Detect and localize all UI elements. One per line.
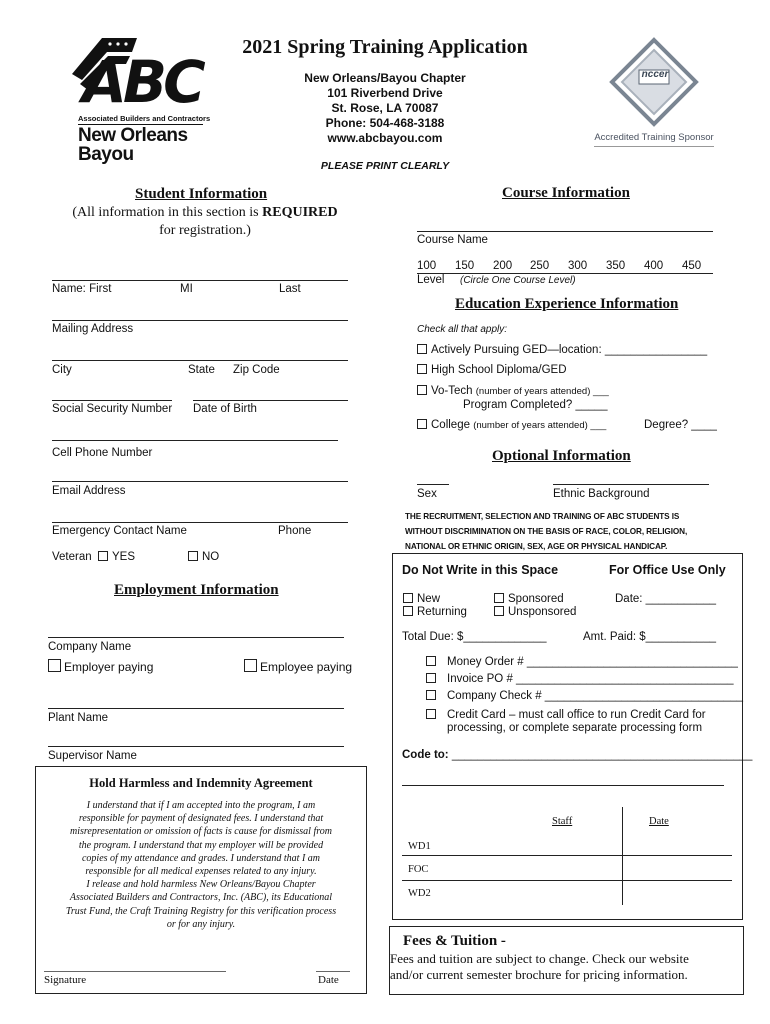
- cell-phone-field[interactable]: [52, 440, 338, 441]
- mailing-address-field[interactable]: [52, 320, 348, 321]
- college-option[interactable]: College (number of years attended) ___: [417, 419, 606, 431]
- student-info-note-2: for registration.): [159, 223, 251, 238]
- sponsored-option[interactable]: Sponsored: [494, 593, 564, 605]
- level-note: (Circle One Course Level): [460, 275, 576, 286]
- plant-name-field[interactable]: [48, 708, 344, 709]
- emergency-contact-label: Emergency Contact Name: [52, 525, 187, 537]
- education-heading: Education Experience Information: [455, 296, 679, 312]
- dob-label: Date of Birth: [193, 403, 257, 415]
- veteran-label: Veteran: [52, 551, 92, 563]
- level-option[interactable]: 400: [644, 260, 664, 272]
- level-option[interactable]: 350: [606, 260, 626, 272]
- hold-harmless-text: [36, 799, 366, 931]
- votech-option[interactable]: Vo-Tech (number of years attended) ___: [417, 385, 609, 397]
- fees-heading: Fees & Tuition -: [403, 933, 506, 949]
- level-option[interactable]: 150: [455, 260, 475, 272]
- company-name-label: Company Name: [48, 641, 132, 653]
- address-line1: 101 Riverbend Drive: [327, 86, 443, 100]
- level-row: [417, 260, 713, 274]
- nccer-diamond-icon: [592, 36, 716, 131]
- level-label: Level: [417, 274, 445, 286]
- check-all-note: Check all that apply:: [417, 324, 508, 335]
- hold-harmless-line: I understand that if I am accepted into the program, I am: [86, 800, 316, 811]
- address-line2: St. Rose, LA 70087: [331, 101, 439, 115]
- votech-years: (number of years attended) ___: [475, 386, 609, 397]
- signature-field[interactable]: [44, 971, 226, 972]
- college-years: (number of years attended) ___: [473, 420, 607, 431]
- chapter-name-line1: New Orleans: [78, 125, 188, 146]
- signature-date-label: Date: [318, 974, 339, 986]
- do-not-write-label: Do Not Write in this Space: [402, 563, 559, 577]
- disclaimer-line: NATIONAL OR ETHNIC ORIGIN, SEX, AGE OR PHYSICAL HANDICAP.: [405, 542, 668, 551]
- sex-field[interactable]: [417, 484, 449, 485]
- zip-label: Zip Code: [233, 364, 280, 376]
- level-option[interactable]: 300: [568, 260, 588, 272]
- nccer-caption: Accredited Training Sponsor: [594, 132, 714, 143]
- hold-harmless-line: or for any injury.: [166, 918, 236, 930]
- student-info-heading: Student Information: [135, 186, 268, 202]
- course-info-heading: Course Information: [502, 185, 630, 201]
- email-label: Email Address: [52, 485, 126, 497]
- city-label: City: [52, 364, 72, 376]
- new-checkbox[interactable]: [403, 593, 413, 603]
- office-row-wd1: WD1: [408, 841, 431, 852]
- code-to-label[interactable]: Code to: _______________________________________________: [402, 749, 753, 761]
- hold-harmless-line: responsible for payment of designated fees. I understand that: [78, 813, 324, 825]
- employee-paying-checkbox[interactable]: [244, 659, 257, 672]
- ssn-label: Social Security Number: [52, 403, 173, 415]
- abc-brand: ABC: [82, 48, 202, 116]
- city-state-zip-field[interactable]: [52, 360, 348, 361]
- employer-paying-option[interactable]: Employer paying: [48, 659, 153, 674]
- disclaimer-line: WITHOUT DISCRIMINATION ON THE BASIS OF RACE, COLOR, RELIGION,: [405, 527, 688, 536]
- employee-paying-option[interactable]: Employee paying: [244, 659, 352, 674]
- credit-card-option[interactable]: Credit Card – must call office to run Credit Card for: [426, 709, 706, 721]
- plant-name-label: Plant Name: [48, 712, 109, 724]
- returning-option[interactable]: Returning: [403, 606, 467, 618]
- state-label: State: [188, 364, 215, 376]
- company-check-checkbox[interactable]: [426, 690, 436, 700]
- emergency-phone-label: Phone: [278, 525, 312, 537]
- office-date-field[interactable]: Date: ___________: [615, 593, 717, 605]
- level-option[interactable]: 100: [417, 260, 437, 272]
- votech-checkbox[interactable]: [417, 385, 427, 395]
- ged-checkbox[interactable]: [417, 344, 427, 354]
- hold-harmless-line: copies of my attendance and grades. I understand that I am: [81, 852, 321, 864]
- hold-harmless-heading: Hold Harmless and Indemnity Agreement: [89, 776, 313, 790]
- non-discrimination-notice: [405, 509, 735, 554]
- last-name-label: Last: [279, 283, 301, 295]
- hold-harmless-line: the program. I understand that my employer will be provided: [78, 839, 324, 851]
- chapter-line: New Orleans/Bayou Chapter: [304, 71, 466, 85]
- ged-option[interactable]: Actively Pursuing GED—location: ________________: [417, 344, 707, 356]
- name-field[interactable]: [52, 280, 348, 281]
- ethnic-field[interactable]: [553, 484, 709, 485]
- student-info-note: (All information in this section is REQUIRED: [72, 205, 338, 220]
- sex-label: Sex: [417, 488, 437, 500]
- veteran-yes-checkbox[interactable]: [98, 551, 108, 561]
- money-order-option[interactable]: Money Order # _________________________________: [426, 656, 738, 668]
- mi-label: MI: [180, 283, 193, 295]
- ethnic-label: Ethnic Background: [553, 488, 650, 500]
- first-name-label: Name: First: [52, 283, 112, 295]
- invoice-checkbox[interactable]: [426, 673, 436, 683]
- invoice-option[interactable]: Invoice PO # __________________________________: [426, 673, 734, 685]
- nccer-logo: [592, 36, 716, 151]
- hold-harmless-line: responsible for all medical expenses related to any injury.: [85, 866, 317, 878]
- veteran-yes-option[interactable]: YES: [98, 551, 135, 563]
- college-checkbox[interactable]: [417, 419, 427, 429]
- hs-diploma-checkbox[interactable]: [417, 364, 427, 374]
- hold-harmless-line: Trust Fund, the Craft Training Registry for this verification process: [65, 905, 337, 917]
- level-option[interactable]: 200: [493, 260, 513, 272]
- fees-line1: Fees and tuition are subject to change. Check our website: [390, 951, 689, 966]
- nccer-wordmark: nccer: [641, 69, 669, 80]
- hs-diploma-option[interactable]: High School Diploma/GED: [417, 364, 567, 376]
- office-row-wd2: WD2: [408, 888, 431, 899]
- email-field[interactable]: [52, 481, 348, 482]
- hold-harmless-line: misrepresentation or omission of facts is cause for dismissal from: [70, 826, 332, 838]
- optional-info-heading: Optional Information: [492, 448, 631, 464]
- company-check-option[interactable]: Company Check # _______________________________: [426, 690, 743, 702]
- print-clearly-notice: PLEASE PRINT CLEARLY: [320, 160, 450, 172]
- fees-line2: and/or current semester brochure for pricing information.: [390, 967, 688, 982]
- money-order-checkbox[interactable]: [426, 656, 436, 666]
- office-use-label: For Office Use Only: [609, 563, 726, 577]
- program-completed-label: Program Completed? _____: [463, 399, 608, 411]
- ssn-field[interactable]: [52, 400, 172, 401]
- emergency-contact-field[interactable]: [52, 522, 348, 523]
- signature-label: Signature: [44, 974, 87, 986]
- signature-date-field[interactable]: [316, 971, 350, 972]
- credit-card-checkbox[interactable]: [426, 709, 436, 719]
- level-option[interactable]: 450: [682, 260, 702, 272]
- website-line: www.abcbayou.com: [327, 131, 443, 145]
- sponsored-checkbox[interactable]: [494, 593, 504, 603]
- total-due-field[interactable]: Total Due: $_____________: [402, 631, 547, 643]
- abc-logo: [62, 34, 212, 164]
- new-option[interactable]: New: [403, 593, 440, 605]
- chapter-name-line2: Bayou: [78, 144, 134, 165]
- unsponsored-option[interactable]: Unsponsored: [494, 606, 576, 618]
- abc-tagline: Associated Builders and Contractors: [78, 114, 211, 123]
- course-name-field[interactable]: [417, 231, 713, 232]
- mailing-address-label: Mailing Address: [52, 323, 134, 335]
- level-option[interactable]: 250: [530, 260, 550, 272]
- degree-label: Degree? ____: [644, 419, 717, 431]
- veteran-no-option[interactable]: NO: [188, 551, 219, 563]
- cell-phone-label: Cell Phone Number: [52, 447, 153, 459]
- supervisor-name-label: Supervisor Name: [48, 750, 137, 762]
- dob-field[interactable]: [193, 400, 348, 401]
- disclaimer-line: THE RECRUITMENT, SELECTION AND TRAINING OF ABC STUDENTS IS: [405, 512, 680, 521]
- course-name-label: Course Name: [417, 234, 488, 246]
- company-name-field[interactable]: [48, 637, 344, 638]
- returning-checkbox[interactable]: [403, 606, 413, 616]
- employer-paying-checkbox[interactable]: [48, 659, 61, 672]
- staff-col-header: Staff: [552, 816, 573, 827]
- phone-line: Phone: 504-468-3188: [325, 116, 445, 130]
- date-col-header: Date: [649, 816, 669, 827]
- employment-info-heading: Employment Information: [114, 582, 279, 598]
- office-row-foc: FOC: [408, 864, 429, 875]
- hold-harmless-line: I release and hold harmless New Orleans/Bayou Chapter: [86, 879, 316, 891]
- code-to-line-2[interactable]: [402, 785, 724, 786]
- unsponsored-checkbox[interactable]: [494, 606, 504, 616]
- veteran-no-checkbox[interactable]: [188, 551, 198, 561]
- supervisor-name-field[interactable]: [48, 746, 344, 747]
- amt-paid-field[interactable]: Amt. Paid: $___________: [583, 631, 716, 643]
- hold-harmless-line: Associated Builders and Contractors, Inc. (ABC), its Educational: [69, 892, 333, 904]
- credit-card-note: processing, or complete separate processing form: [447, 722, 703, 734]
- page-title: 2021 Spring Training Application: [242, 36, 528, 58]
